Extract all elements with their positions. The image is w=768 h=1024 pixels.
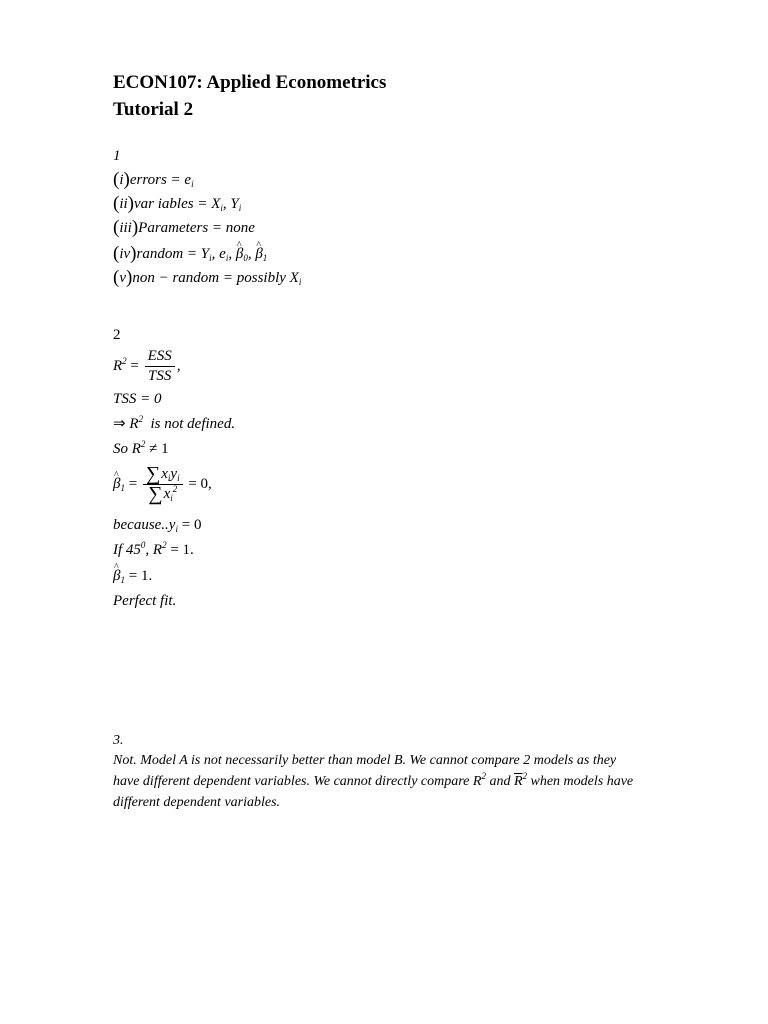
r-squared-definition: $R^2$ = $\frac{\text{ESS}}{\text{TSS}}$ , xyxy=(113,348,181,384)
tss-equation: TSS = 0 xyxy=(113,391,162,407)
because-line: $because..y_i = 0$ xyxy=(113,517,202,534)
r-squared-undefined: ⇒ $R^2$ is not defined. xyxy=(113,414,236,432)
q1-item-i: (i)errors = $e_i$ xyxy=(113,169,194,190)
question-1-number: 1 xyxy=(113,148,121,164)
question-3-number: 3. xyxy=(113,733,124,748)
perfect-fit: Perfect fit. xyxy=(113,593,177,609)
r-squared-not-one: So $R^2 \ne 1$ xyxy=(113,439,169,457)
tutorial-title: Tutorial 2 xyxy=(113,99,194,120)
q1-item-v: (v)non − random = possibly $X_i$ xyxy=(113,267,302,288)
q1-item-iv: (iv)random = $Y_i$, $e_i$, ^ $\beta_0$, ^ $\beta_1$ xyxy=(113,245,267,263)
if-45-degree-line: If $45^0$, $R^2 = 1$. xyxy=(113,540,194,558)
q1-item-ii: (ii)var iables = $X_i$, $Y_i$ xyxy=(113,193,242,214)
question-2-number: 2 xyxy=(113,327,121,343)
q1-item-iii: (iii)Parameters = none xyxy=(113,217,255,238)
course-title: ECON107: Applied Econometrics xyxy=(113,72,387,93)
beta-equals-one: ^ $\beta_1 = 1$. xyxy=(113,567,152,585)
beta-formula: ^ $\beta_1$ = $\frac{\sum x_iy_i}{\sum x_i^2}$ = 0, xyxy=(113,466,212,503)
question-3-answer: Not. Model A is not necessarily better than model B. We cannot compare 2 models as they have different dependent variables. We cannot directly compare $R^2$ and $\overline{R}^2$ when models have different dependent variables. xyxy=(113,753,634,810)
